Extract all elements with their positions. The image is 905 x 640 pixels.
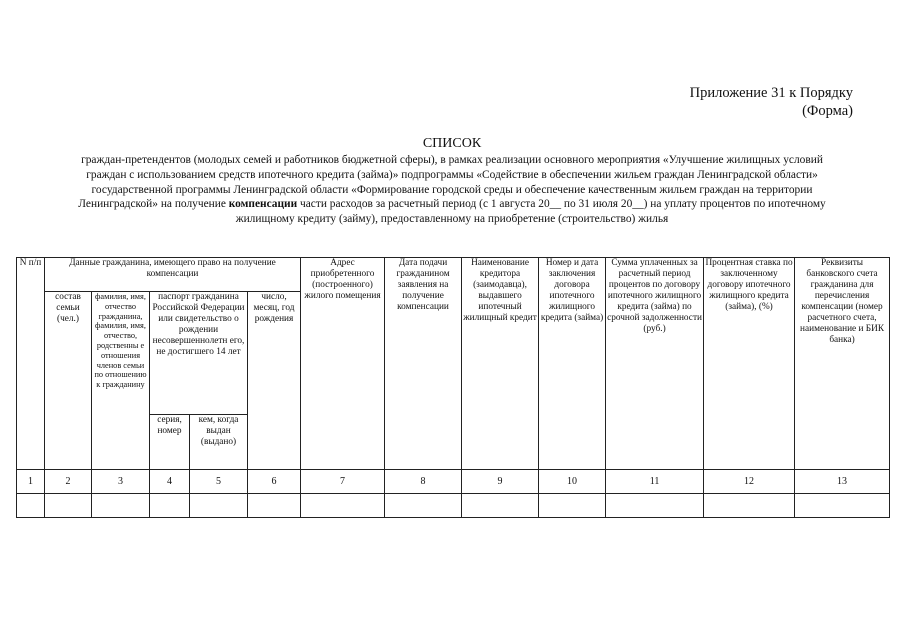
empty-cell[interactable]: [795, 494, 890, 518]
empty-cell[interactable]: [248, 494, 301, 518]
header-n: N п/п: [17, 258, 45, 470]
title-desc-part1: граждан-претендентов (молодых семей и работников бюджетной сферы), в рамках реализации основного мероприятия «Улучшение жилищных условий граждан с использованием средств ипотечного кредита (займа)» подпрограммы «Содействие в обеспечении жильем граждан Ленинградской области» государственной программы Ленинградской области «Формирование городской среды и обеспечение качественным жильем граждан на территории Ленинградской» на получение: [78, 154, 823, 211]
empty-cell[interactable]: [539, 494, 606, 518]
empty-cell[interactable]: [190, 494, 248, 518]
col-number: 10: [539, 470, 606, 494]
col-number: 13: [795, 470, 890, 494]
title-desc-bold: компенсации: [228, 198, 298, 211]
col-number: 8: [385, 470, 462, 494]
col-number: 12: [704, 470, 795, 494]
header-creditor: Наименование кредитора (заимодавца), выдавшего ипотечный жилищный кредит: [462, 258, 539, 470]
col-number: 1: [17, 470, 45, 494]
col-number: 11: [606, 470, 704, 494]
header-contract: Номер и дата заключения договора ипотечного жилищного кредита (займа): [539, 258, 606, 470]
empty-cell[interactable]: [606, 494, 704, 518]
appendix-header: [690, 84, 853, 120]
empty-cell[interactable]: [150, 494, 190, 518]
col-number: 9: [462, 470, 539, 494]
col-number: 7: [301, 470, 385, 494]
empty-data-row: [17, 494, 890, 518]
header-bank-details: Реквизиты банковского счета гражданина для перечисления компенсации (номер расчетного счета, наименование и БИК банка): [795, 258, 890, 470]
empty-cell[interactable]: [92, 494, 150, 518]
column-number-row: [17, 470, 890, 494]
header-relatives-names: фамилия, имя, отчество гражданина, фамилия, имя, отчество, родственны е отношения членов семьи по отношению к гражданину: [92, 292, 150, 470]
col-number: 2: [45, 470, 92, 494]
empty-cell[interactable]: [45, 494, 92, 518]
empty-cell[interactable]: [704, 494, 795, 518]
empty-cell[interactable]: [17, 494, 45, 518]
title-description: [78, 153, 826, 227]
title-desc-part2: части расходов за расчетный период (с 1 августа 20__ по 31 июля 20__) на уплату процентов по ипотечному жилищному кредиту (займу), предоставленному на приобретение (строительство) жилья: [235, 198, 826, 226]
header-passport: паспорт гражданина Российской Федерации или свидетельство о рождении несовершеннолетн его, не достигшего 14 лет: [150, 292, 248, 415]
col-number: 3: [92, 470, 150, 494]
header-issued-by: кем, когда выдан (выдано): [190, 415, 248, 470]
header-interest-sum: Сумма уплаченных за расчетный период процентов по договору ипотечного жилищного кредита (займа) по срочной задолженности (руб.): [606, 258, 704, 470]
header-submission-date: Дата подачи гражданином заявления на получение компенсации: [385, 258, 462, 470]
header-birth-date: число, месяц, год рождения: [248, 292, 301, 470]
appendix-line: Приложение 31 к Порядку: [689, 85, 853, 101]
col-number: 4: [150, 470, 190, 494]
header-interest-rate: Процентная ставка по заключенному договору ипотечного жилищного кредита (займа), (%): [704, 258, 795, 470]
header-citizen-data: Данные гражданина, имеющего право на получение компенсации: [45, 258, 301, 292]
header-family-count: состав семьи (чел.): [45, 292, 92, 470]
compensation-list-table: [16, 257, 890, 518]
header-row-1: [17, 258, 890, 292]
col-number: 5: [190, 470, 248, 494]
document-title: [78, 136, 826, 227]
title-word: СПИСОК: [422, 136, 482, 151]
header-address: Адрес приобретенного (построенного) жилого помещения: [301, 258, 385, 470]
form-label: (Форма): [802, 103, 853, 119]
header-series-number: серия, номер: [150, 415, 190, 470]
empty-cell[interactable]: [301, 494, 385, 518]
col-number: 6: [248, 470, 301, 494]
empty-cell[interactable]: [462, 494, 539, 518]
empty-cell[interactable]: [385, 494, 462, 518]
